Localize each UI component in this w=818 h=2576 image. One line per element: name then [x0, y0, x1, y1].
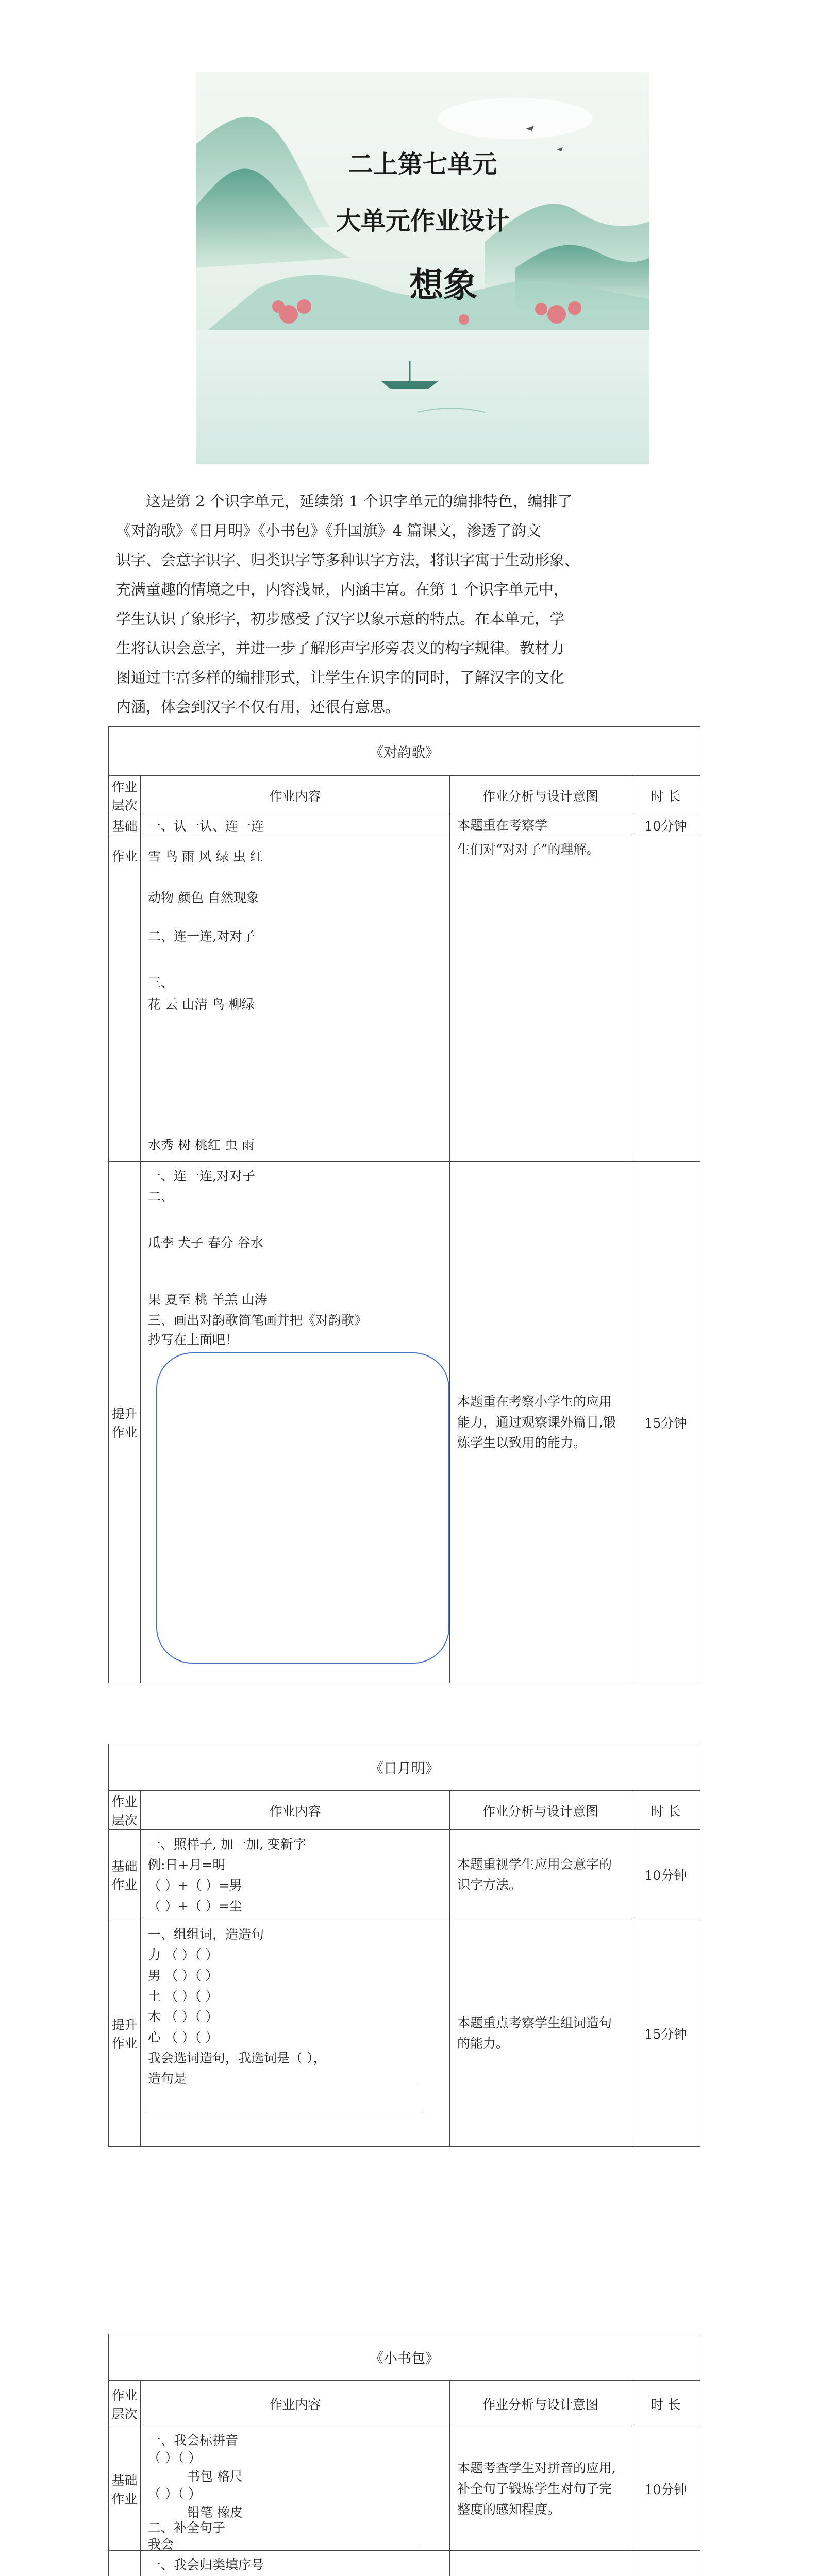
content-line: 书包 格尺: [187, 2469, 243, 2484]
analysis-cell: 本题考查学生对拼音的应用,补全句子锻炼学生对句子完整度的感知程度。: [450, 2427, 631, 2551]
intro-line: 充满童趣的情境之中，内容浅显，内涵丰富。在第 1 个识字单元中，: [116, 581, 569, 598]
header-analysis: 作业分析与设计意图: [450, 2381, 631, 2427]
content-line: 一、组组词，造造句: [148, 1927, 264, 1942]
content-line: 二、: [148, 1189, 174, 1204]
table-caption: 《日月明》: [109, 1744, 700, 1791]
content-cell: [141, 1162, 450, 1683]
duration-cell: 15分钟: [631, 1162, 700, 1683]
analysis-cell: 本题重视学生应用会意字的识字方法。: [450, 1830, 631, 1920]
content-line: 土 （ ）（ ）: [148, 1989, 219, 2004]
table-riyueming: [108, 1744, 700, 2147]
table-duiyunge: [108, 726, 700, 1683]
intro-line: 识字、会意字识字、归类识字等多种识字方法，将识字寓于生动形象、: [116, 551, 580, 569]
intro-line: 生将认识会意字，并进一步了解形声字形旁表义的构字规律。教材力: [116, 639, 565, 657]
content-line: 一、连一连,对对子: [148, 1168, 255, 1183]
analysis-cell: [450, 2551, 631, 2576]
header-level: 作业层次: [109, 2381, 141, 2427]
header-duration: 时 长: [631, 776, 700, 815]
cover-image: [196, 72, 649, 464]
duration-cell: 15分钟: [631, 1920, 700, 2147]
content-line: 木 （ ）（ ）: [148, 2009, 219, 2024]
duration-cell: 10分钟: [631, 2427, 700, 2551]
content-line: 一、我会标拼音: [148, 2433, 239, 2448]
content-line: 二、补全句子: [148, 2520, 226, 2535]
content-line: 瓜李 犬子 春分 谷水: [148, 1235, 263, 1250]
header-content: 作业内容: [141, 776, 450, 815]
content-line: 我会: [148, 2537, 174, 2552]
intro-line: 《对韵歌》《日月明》《小书包》《升国旗》4 篇课文，渗透了韵文: [116, 522, 542, 539]
content-cell: [141, 1920, 450, 2147]
level-cell: 基础作业: [109, 1830, 141, 1920]
content-line: 例:日+月=明: [148, 1857, 226, 1872]
content-line: 抄写在上面吧！: [148, 1332, 239, 1347]
duration-cell: 10分钟: [631, 1830, 700, 1920]
analysis-cell: 本题重在考察学: [450, 815, 631, 836]
content-line: 铅笔 橡皮: [187, 2505, 243, 2520]
header-analysis: 作业分析与设计意图: [450, 1791, 631, 1830]
cover-title-3: 想象: [409, 265, 477, 305]
header-level: 作业层次: [109, 776, 141, 815]
content-line: 一、照样子, 加一加, 变新字: [148, 1837, 306, 1852]
content-line: 二、连一连,对对子: [148, 929, 255, 944]
cover-title-2: 大单元作业设计: [336, 207, 509, 235]
content-line: （ ）（ ）: [148, 2486, 202, 2501]
level-cell: 基础: [109, 815, 141, 836]
intro-line: 这是第 2 个识字单元，延续第 1 个识字单元的编排特色，编排了: [146, 493, 573, 510]
content-cell: [141, 836, 450, 1162]
content-line: 一、我会归类填序号: [148, 2557, 264, 2572]
level-cell: 基础作业: [109, 2427, 141, 2551]
level-cell: [109, 2551, 141, 2576]
header-level: 作业层次: [109, 1791, 141, 1830]
content-line: 水秀 树 桃红 虫 雨: [148, 1138, 255, 1153]
content-line: （ ）+（ ）=尘: [148, 1899, 242, 1913]
content-cell: 一、认一认、连一连: [141, 815, 450, 836]
table-caption: 《小书包》: [109, 2334, 700, 2381]
analysis-cell: 生们对“对对子”的理解。: [450, 836, 631, 1162]
content-line: 力 （ ）（ ）: [148, 1947, 219, 1962]
content-line: 心 （ ）（ ）: [148, 2030, 219, 2045]
intro-line: 图通过丰富多样的编排形式，让学生在识字的同时，了解汉字的文化: [116, 669, 565, 686]
table-caption: 《对韵歌》: [109, 727, 700, 776]
content-line: （ ）（ ）: [148, 2450, 202, 2465]
content-line: 造句是: [148, 2071, 187, 2086]
content-line: 花 云 山清 鸟 柳绿: [148, 997, 255, 1012]
header-duration: 时 长: [631, 1791, 700, 1830]
header-content: 作业内容: [141, 1791, 450, 1830]
analysis-cell: 本题重点考察学生组词造句的能力。: [450, 1920, 631, 2147]
content-line: 男 （ ）（ ）: [148, 1968, 219, 1983]
table-xiaoshubao: [108, 2334, 700, 2576]
cover-title-1: 二上第七单元: [348, 150, 497, 179]
content-line: 三、: [148, 975, 174, 990]
level-cell: 提升作业: [109, 1162, 141, 1683]
content-line: 雪 鸟 雨 风 绿 虫 红: [148, 849, 263, 864]
content-cell: [141, 2427, 450, 2551]
intro-paragraph: [116, 487, 698, 722]
duration-cell: 10分钟: [631, 815, 700, 836]
content-cell: [141, 2551, 450, 2576]
duration-cell: [631, 836, 700, 1162]
duration-cell: [631, 2551, 700, 2576]
drawing-frame[interactable]: [156, 1352, 449, 1664]
content-line: （ ）+（ ）=男: [148, 1878, 242, 1893]
content-line: 三、画出对韵歌简笔画并把《对韵歌》: [148, 1313, 368, 1328]
level-cell: 提升作业: [109, 1920, 141, 2147]
analysis-cell: 本题重在考察小学生的应用能力，通过观察课外篇目,锻炼学生以致用的能力。: [450, 1162, 631, 1683]
intro-line: 内涵，体会到汉字不仅有用，还很有意思。: [116, 698, 400, 716]
header-analysis: 作业分析与设计意图: [450, 776, 631, 815]
content-line: 果 夏至 桃 羊羔 山涛: [148, 1292, 268, 1307]
intro-line: 学生认识了象形字，初步感受了汉字以象示意的特点。在本单元，学: [116, 610, 565, 628]
content-line: 我会选词造句，我选词是（ ），: [148, 2050, 326, 2065]
content-line: 动物 颜色 自然现象: [148, 890, 259, 905]
header-content: 作业内容: [141, 2381, 450, 2427]
content-cell: [141, 1830, 450, 1920]
level-cell: 作业: [109, 836, 141, 1162]
header-duration: 时 长: [631, 2381, 700, 2427]
